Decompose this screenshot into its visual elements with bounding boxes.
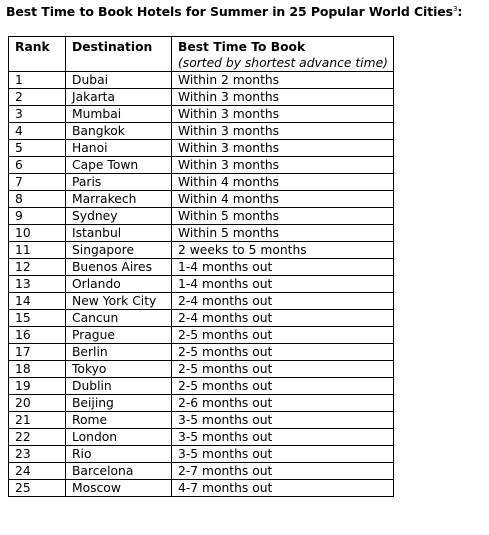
best-time-cell: 2-4 months out (172, 310, 394, 327)
rank-cell: 13 (9, 276, 66, 293)
table-row (9, 225, 394, 242)
title-text: Best Time to Book Hotels for Summer in 25 Popular World Cities (6, 4, 454, 19)
table-row (9, 276, 394, 293)
destination-cell: Istanbul (66, 225, 172, 242)
best-time-cell: 2-5 months out (172, 378, 394, 395)
table-row (9, 89, 394, 106)
header-best-time-note: (sorted by shortest advance time) (178, 56, 388, 70)
table-row (9, 72, 394, 89)
header-destination: Destination (66, 37, 172, 72)
table-row (9, 412, 394, 429)
destination-cell: Cancun (66, 310, 172, 327)
table-row (9, 378, 394, 395)
table-row (9, 327, 394, 344)
destination-cell: Prague (66, 327, 172, 344)
best-time-cell: 4-7 months out (172, 480, 394, 497)
best-time-cell: Within 3 months (172, 106, 394, 123)
destination-cell: Paris (66, 174, 172, 191)
title-footnote: 3 (453, 5, 458, 13)
table-row (9, 140, 394, 157)
rank-cell: 8 (9, 191, 66, 208)
rank-cell: 12 (9, 259, 66, 276)
destination-cell: Mumbai (66, 106, 172, 123)
best-time-cell: 2-5 months out (172, 344, 394, 361)
rank-cell: 20 (9, 395, 66, 412)
destination-cell: Moscow (66, 480, 172, 497)
table-row (9, 208, 394, 225)
best-time-cell: Within 4 months (172, 191, 394, 208)
rank-cell: 14 (9, 293, 66, 310)
best-time-cell: 2 weeks to 5 months (172, 242, 394, 259)
table-row (9, 106, 394, 123)
table-row (9, 446, 394, 463)
table-header-row (9, 37, 394, 72)
table-row (9, 429, 394, 446)
destination-cell: Jakarta (66, 89, 172, 106)
destination-cell: Hanoi (66, 140, 172, 157)
best-time-cell: 1-4 months out (172, 276, 394, 293)
table-row (9, 395, 394, 412)
table-row (9, 191, 394, 208)
best-time-cell: Within 4 months (172, 174, 394, 191)
best-time-cell: 1-4 months out (172, 259, 394, 276)
table-row (9, 293, 394, 310)
destination-cell: Buenos Aires (66, 259, 172, 276)
rank-cell: 23 (9, 446, 66, 463)
table-body (9, 72, 394, 497)
destination-cell: Rio (66, 446, 172, 463)
rank-cell: 18 (9, 361, 66, 378)
table-row (9, 463, 394, 480)
table-row (9, 123, 394, 140)
rank-cell: 17 (9, 344, 66, 361)
rank-cell: 22 (9, 429, 66, 446)
rank-cell: 5 (9, 140, 66, 157)
rank-cell: 4 (9, 123, 66, 140)
header-best-time-label: Best Time To Book (178, 40, 306, 54)
rank-cell: 10 (9, 225, 66, 242)
page-title: Best Time to Book Hotels for Summer in 25 Popular World Cities$^3$: (6, 4, 463, 19)
best-time-cell: 2-7 months out (172, 463, 394, 480)
destination-cell: Dubai (66, 72, 172, 89)
destination-cell: Berlin (66, 344, 172, 361)
rank-cell: 6 (9, 157, 66, 174)
rank-cell: 9 (9, 208, 66, 225)
rank-cell: 2 (9, 89, 66, 106)
rank-cell: 15 (9, 310, 66, 327)
rank-cell: 11 (9, 242, 66, 259)
rank-cell: 25 (9, 480, 66, 497)
table-row (9, 310, 394, 327)
destination-cell: Sydney (66, 208, 172, 225)
best-time-cell: Within 3 months (172, 89, 394, 106)
best-time-cell: Within 5 months (172, 208, 394, 225)
table-row (9, 361, 394, 378)
destination-cell: Singapore (66, 242, 172, 259)
best-time-cell: Within 3 months (172, 140, 394, 157)
table-row (9, 344, 394, 361)
header-best-time (172, 37, 394, 72)
destination-cell: Dublin (66, 378, 172, 395)
rank-cell: 7 (9, 174, 66, 191)
table-row (9, 157, 394, 174)
destination-cell: London (66, 429, 172, 446)
rank-cell: 3 (9, 106, 66, 123)
table-row (9, 259, 394, 276)
rank-cell: 21 (9, 412, 66, 429)
destination-cell: Cape Town (66, 157, 172, 174)
best-time-cell: Within 3 months (172, 123, 394, 140)
rank-cell: 24 (9, 463, 66, 480)
header-rank: Rank (9, 37, 66, 72)
table-row (9, 480, 394, 497)
best-time-cell: 2-5 months out (172, 327, 394, 344)
destination-cell: Bangkok (66, 123, 172, 140)
rank-cell: 19 (9, 378, 66, 395)
destination-cell: Barcelona (66, 463, 172, 480)
best-time-cell: 3-5 months out (172, 446, 394, 463)
destination-cell: Tokyo (66, 361, 172, 378)
best-time-cell: 2-4 months out (172, 293, 394, 310)
best-time-cell: Within 3 months (172, 157, 394, 174)
best-time-cell: Within 2 months (172, 72, 394, 89)
best-time-cell: Within 5 months (172, 225, 394, 242)
table-row (9, 242, 394, 259)
best-time-cell: 3-5 months out (172, 412, 394, 429)
destination-cell: Orlando (66, 276, 172, 293)
best-time-cell: 2-6 months out (172, 395, 394, 412)
destination-cell: New York City (66, 293, 172, 310)
best-time-cell: 3-5 months out (172, 429, 394, 446)
destination-cell: Rome (66, 412, 172, 429)
table-row (9, 174, 394, 191)
best-time-cell: 2-5 months out (172, 361, 394, 378)
destination-cell: Beijing (66, 395, 172, 412)
hotel-booking-table (8, 36, 394, 497)
rank-cell: 1 (9, 72, 66, 89)
rank-cell: 16 (9, 327, 66, 344)
destination-cell: Marrakech (66, 191, 172, 208)
